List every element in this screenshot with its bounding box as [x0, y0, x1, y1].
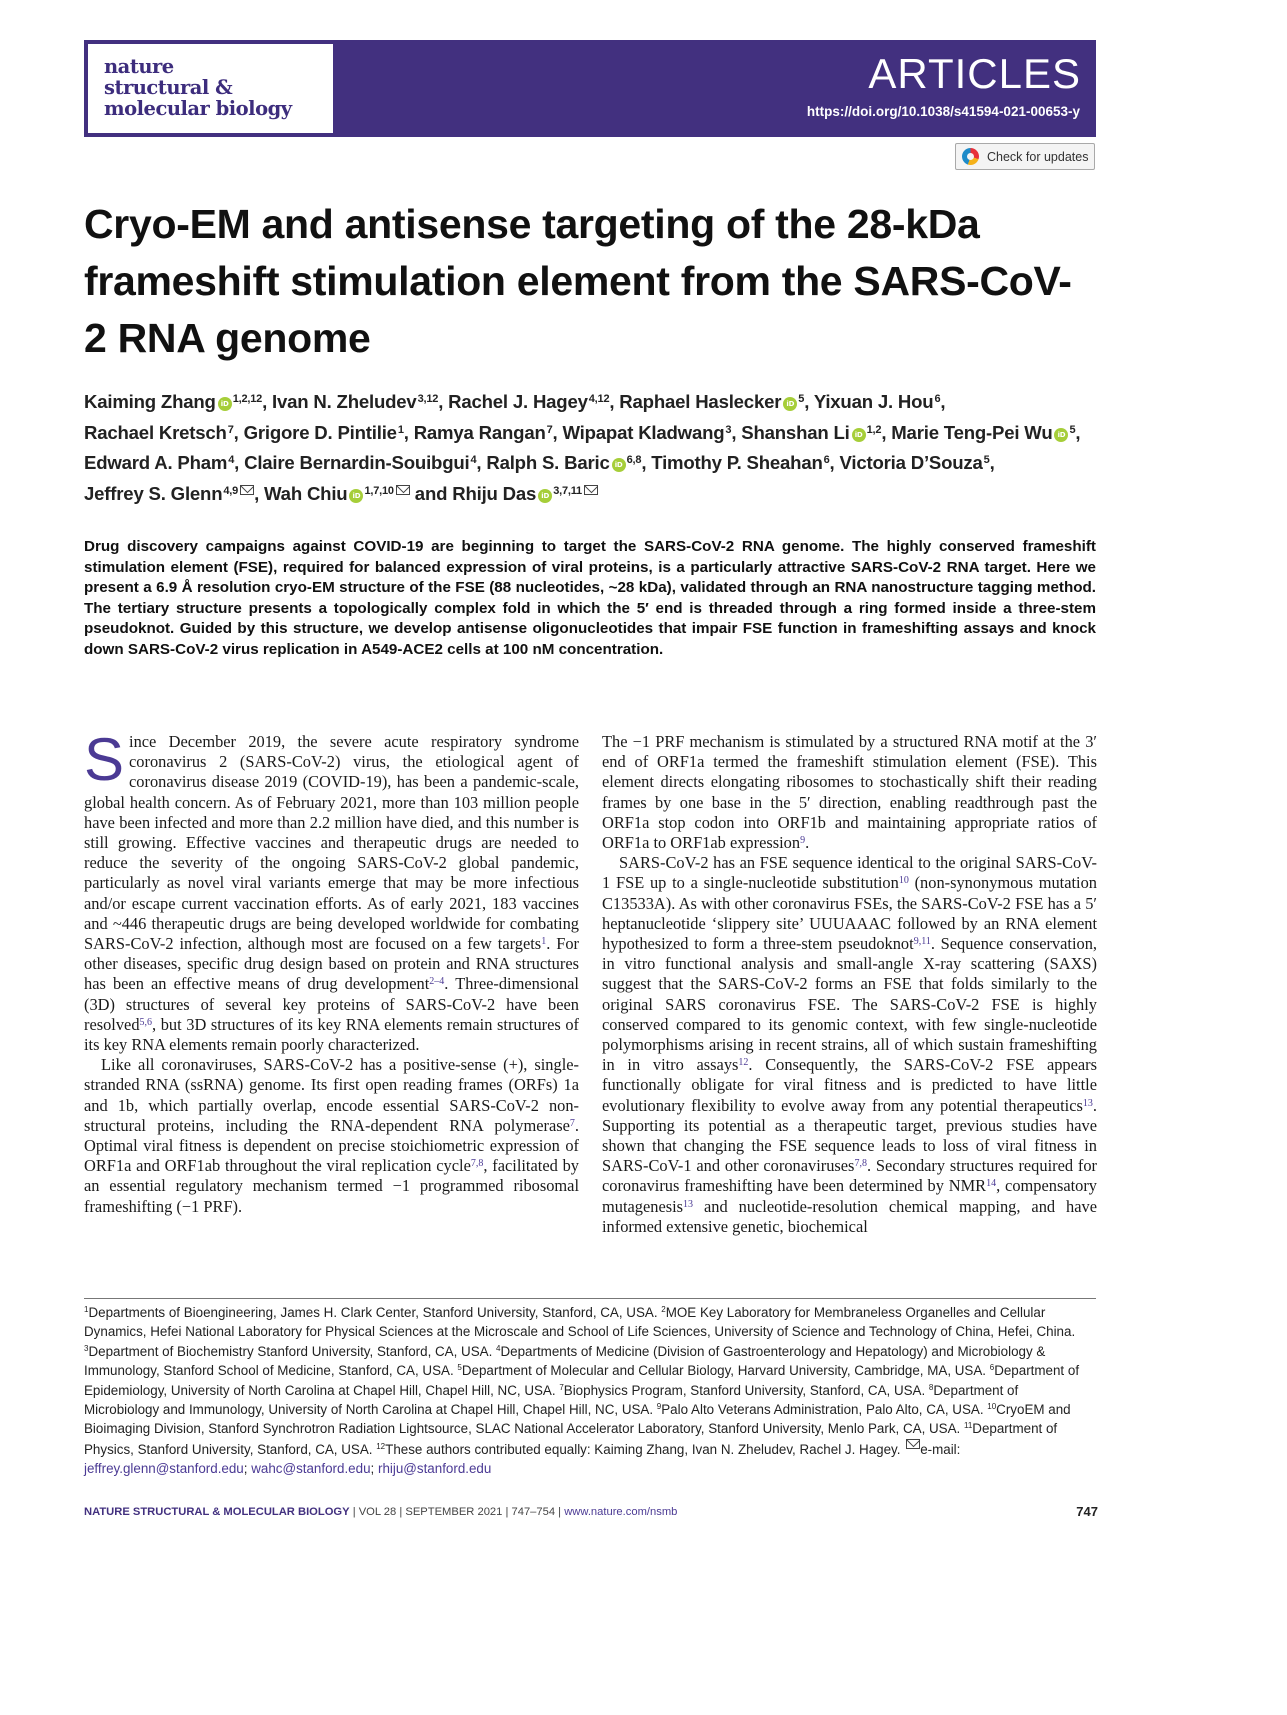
author-name[interactable]: Marie Teng-Pei Wu	[891, 421, 1053, 443]
journal-logo-text	[104, 56, 292, 119]
body-paragraph	[84, 726, 579, 1055]
author-name[interactable]: Yixuan J. Hou	[813, 391, 934, 412]
author[interactable]	[244, 452, 476, 473]
affiliation-number: 12	[376, 1441, 386, 1451]
author-affiliation-marker: 7	[227, 423, 234, 436]
body-text: . Secondary structures required for coronavirus frameshifting have been determined by NMR	[602, 1156, 1097, 1196]
author-name[interactable]: Rachel J. Hagey	[448, 391, 588, 412]
body-text: , but 3D structures of its key RNA elements remain structures of its key RNA elements remain poorly characterized.	[84, 1014, 579, 1055]
author[interactable]	[891, 422, 1075, 443]
affiliation-text: Biophysics Program, Stanford University, Stanford, CA, USA.	[563, 1382, 929, 1398]
author[interactable]	[452, 483, 598, 504]
author-separator: ,	[476, 452, 487, 473]
drop-cap: S	[84, 726, 125, 793]
author-separator: ,	[552, 421, 563, 443]
author-name[interactable]: Claire Bernardin-Souibgui	[244, 452, 470, 473]
author[interactable]	[619, 391, 804, 412]
author-affiliation-marker: 4,12	[588, 393, 610, 405]
email-icon[interactable]	[584, 485, 598, 495]
author[interactable]	[448, 391, 609, 412]
author-separator: ,	[731, 421, 742, 443]
email-icon[interactable]	[240, 485, 254, 495]
citation-ref[interactable]: 5,6	[139, 1016, 153, 1028]
author-affiliation-marker: 6	[823, 454, 830, 466]
author[interactable]	[814, 391, 941, 412]
affiliation-text: Departments of Medicine (Division of Gastroenterology and Hepatology) and Microbiology & Immunology, Stanford School of Medicine, Stanford, CA, USA.	[84, 1343, 1046, 1379]
orcid-icon[interactable]: iD	[612, 458, 626, 472]
author-affiliation-marker: 6	[934, 393, 941, 405]
citation-ref[interactable]: 10	[898, 875, 909, 887]
author[interactable]	[264, 483, 410, 504]
citation-ref[interactable]: 9,11	[913, 936, 931, 948]
body-text: (non-synonymous mutation C13533A). As with other coronavirus FSEs, the SARS-CoV-2 FSE has a 5′ heptanucleotide ‘slippery site’ UUUAAAC followed by an RNA element hypothesized to form a three-stem pseudoknot	[602, 873, 1098, 954]
author[interactable]	[84, 483, 254, 504]
affiliation-text: Department of Epidemiology, University of North Carolina at Chapel Hill, Chapel Hill, NC, USA.	[84, 1363, 1080, 1398]
article-title: Cryo-EM and antisense targeting of the 28-kDa frameshift stimulation element from the SARS-CoV-2 RNA genome	[84, 201, 1072, 361]
logo-line-2: structural &	[104, 76, 233, 99]
author[interactable]	[414, 422, 553, 443]
footer-pages: 747–754	[511, 1506, 556, 1518]
author-name[interactable]: Ramya Rangan	[413, 421, 546, 443]
check-for-updates-button[interactable]	[955, 143, 1095, 170]
author-name[interactable]: Rhiju Das	[452, 482, 537, 504]
body-text: ince December 2019, the severe acute respiratory syndrome coronavirus 2 (SARS-CoV-2) virus, the etiological agent of coronavirus disease 2019 (COVID-19), has been a pandemic-scale, global health concern. As of February 2021, more than 103 million people have been infected and more than 2.2 million have died, and this number is still growing. Effective vaccines and therapeutic drugs are needed to reduce the severity of the ongoing SARS-CoV-2 global pandemic, particularly as novel viral variants emerge that may be more infectious and/or escape current vaccination efforts. As of early 2021, 183 vaccines and ~446 therapeutic drugs are being developed worldwide for combating SARS-CoV-2 infection, although most are focused on a few targets	[84, 732, 579, 954]
email-icon[interactable]	[396, 485, 410, 495]
affiliation-number: 4	[496, 1343, 501, 1353]
body-text: SARS-CoV-2 has an FSE sequence identical to the original SARS-CoV-1 FSE up to a single-nucleotide substitution	[602, 853, 1097, 893]
author-separator: ,	[234, 452, 245, 473]
author-name[interactable]: Edward A. Pham	[84, 452, 228, 473]
section-label: ARTICLES	[868, 50, 1081, 97]
body-text: and nucleotide-resolution chemical mapping, and have informed extensive genetic, biochemical	[602, 1196, 1097, 1236]
footer-journal: NATURE STRUCTURAL & MOLECULAR BIOLOGY	[84, 1506, 350, 1518]
citation-ref[interactable]: 13	[683, 1198, 694, 1210]
body-paragraph	[602, 853, 1097, 1237]
footer-journal-link[interactable]: www.nature.com/nsmb	[564, 1506, 678, 1518]
check-for-updates-label: Check for updates	[987, 149, 1089, 164]
email-label: e-mail:	[920, 1441, 961, 1457]
author-affiliation-marker: 5	[798, 393, 805, 405]
body-text: . Consequently, the SARS-CoV-2 FSE appears functionally obligate for viral fitness and is predicted to have little evolutionary flexibility to evolve away from any potential therapeutics	[602, 1055, 1097, 1115]
body-text: .	[805, 833, 810, 853]
footer-date: SEPTEMBER 2021	[405, 1506, 503, 1518]
email-link[interactable]: rhiju@stanford.edu	[377, 1461, 492, 1477]
affiliation-text: Department of Physics, Stanford University, Stanford, CA, USA.	[84, 1421, 1058, 1457]
affiliation-number: 10	[987, 1402, 997, 1412]
citation-ref[interactable]: 9	[800, 835, 806, 847]
author-name[interactable]: Raphael Haslecker	[619, 391, 782, 412]
body-text: . Optimal viral fitness is dependent on precise stoichiometric expression of ORF1a and ORF1ab throughout the viral replication cycle	[84, 1115, 579, 1176]
footer-volume: VOL 28	[358, 1506, 397, 1518]
author-affiliation-marker: 5	[1069, 423, 1076, 436]
body-text: . Three-dimensional (3D) structures of several key proteins of SARS-CoV-2 have been resolved	[84, 974, 579, 1034]
author-separator: ,	[1075, 421, 1081, 443]
author-separator: ,	[403, 421, 414, 443]
citation-ref[interactable]: 7	[569, 1117, 575, 1129]
citation-ref[interactable]: 1	[541, 936, 547, 948]
affiliation-text: MOE Key Laboratory for Membraneless Organelles and Cellular Dynamics, Hefei National Laboratory for Physical Sciences at the Microscale and School of Life Sciences, University of Science and Technology of China, Hefei, China.	[84, 1305, 1076, 1340]
author-name[interactable]: Ivan N. Zheludev	[272, 391, 417, 412]
author-affiliation-marker: 4	[228, 454, 235, 466]
author-affiliation-marker: 1,2	[866, 423, 882, 436]
author-affiliation-marker: 1	[397, 423, 404, 436]
author[interactable]	[84, 391, 262, 412]
author-affiliation-marker: 6,8	[626, 454, 642, 466]
affiliation-text: Palo Alto Veterans Administration, Palo Alto, CA, USA.	[661, 1402, 988, 1418]
author-affiliation-marker: 7	[546, 423, 553, 436]
author[interactable]	[486, 452, 641, 473]
affiliation-number: 5	[457, 1363, 462, 1373]
body-text: The −1 PRF mechanism is stimulated by a structured RNA motif at the 3′ end of ORF1a termed the frameshift stimulation element (FSE). This element directs elongating ribosomes to stochastically shift their reading frames by one base in the 5′ direction, enabling readthrough past the ORF1a stop codon into ORF1b and maintaining appropriate ratios of ORF1a to ORF1ab expression	[602, 732, 1097, 853]
affiliation-text: Department of Microbiology and Immunology, University of North Carolina at Chapel Hill, Chapel Hill, NC, USA.	[84, 1382, 1019, 1418]
author-affiliation-marker: 4,9	[223, 484, 239, 497]
body-text: . Sequence conservation, in vitro functional analysis and small-angle X-ray scattering (SAXS) suggest that the SARS-CoV-2 forms an FSE that folds similarly to the original SARS coronavirus FSE. The SARS-CoV-2 FSE is highly conserved compared to its genomic context, with few single-nucleotide polymorphisms arising in recent strains, all of which sustain frameshifting in in vitro assays	[602, 934, 1097, 1075]
citation-ref[interactable]: 13	[1082, 1097, 1093, 1109]
citation-ref[interactable]: 12	[738, 1057, 749, 1069]
affiliation-number: 8	[928, 1382, 934, 1392]
affiliation-text: Department of Biochemistry Stanford University, Stanford, CA, USA.	[88, 1343, 497, 1359]
orcid-icon[interactable]: iD	[538, 489, 552, 503]
author-affiliation-marker: 1,2,12	[232, 393, 263, 405]
logo-line-3: molecular biology	[104, 97, 292, 120]
page-footer	[84, 1506, 1096, 1518]
author[interactable]	[84, 452, 234, 473]
footer-sep: |	[396, 1506, 406, 1518]
body-text: , facilitated by an essential regulatory mechanism termed −1 programmed ribosomal frameshifting (−1 PRF).	[84, 1156, 579, 1216]
affiliation-text: Department of Molecular and Cellular Biology, Harvard University, Cambridge, MA, USA.	[461, 1363, 990, 1379]
author-list	[84, 387, 1096, 509]
footer-sep: |	[349, 1506, 359, 1518]
author-separator: ,	[262, 391, 273, 412]
footer-sep: |	[555, 1506, 565, 1518]
author-separator: ,	[438, 391, 449, 412]
author-affiliation-marker: 3,12	[417, 393, 439, 405]
affiliations	[84, 1303, 1096, 1479]
doi-link[interactable]: https://doi.org/10.1038/s41594-021-00653-y	[806, 104, 1080, 119]
footer-sep: |	[502, 1506, 512, 1518]
logo-line-1: nature	[104, 55, 174, 78]
orcid-icon[interactable]: iD	[218, 397, 232, 411]
affiliation-text: Departments of Bioengineering, James H. Clark Center, Stanford University, Stanford, CA, USA.	[88, 1305, 662, 1320]
author-name[interactable]: Shanshan Li	[741, 421, 850, 443]
author[interactable]	[651, 452, 829, 473]
abstract: Drug discovery campaigns against COVID-19 are beginning to target the SARS-CoV-2 RNA genome. The highly conserved frameshift stimulation element (FSE), required for balanced expression of viral proteins, is a particularly attractive SARS-CoV-2 RNA target. Here we present a 6.9 Å resolution cryo-EM structure of the FSE (88 nucleotides, ~28 kDa), validated through an RNA nanostructure tagging method. The tertiary structure presents a topologically complex fold in which the 5′ end is threaded through a ring formed inside a three-stem pseudoknot. Guided by this structure, we develop antisense oligonucleotides that impair FSE function in frameshifting assays and knock down SARS-CoV-2 virus replication in A549-ACE2 cells at 100 nM concentration.	[84, 538, 1096, 658]
author-name[interactable]: Victoria D’Souza	[839, 452, 983, 473]
citation-ref[interactable]: 14	[986, 1178, 997, 1190]
author-name[interactable]: Timothy P. Sheahan	[651, 452, 823, 473]
footnote-divider	[84, 1298, 1096, 1299]
author-affiliation-marker: 4	[470, 454, 477, 466]
email-link[interactable]: jeffrey.glenn@stanford.edu	[84, 1461, 244, 1477]
citation-ref[interactable]: 7,8	[470, 1158, 484, 1170]
affiliation-text: CryoEM and Bioimaging Division, Stanford Synchrotron Radiation Lightsource, SLAC National Accelerator Laboratory, Stanford University, Menlo Park, CA, USA.	[84, 1402, 1071, 1437]
body-paragraph	[602, 732, 1097, 853]
author[interactable]	[741, 422, 881, 443]
author-affiliation-marker: 1,7,10	[364, 484, 394, 497]
citation-ref[interactable]: 7,8	[854, 1158, 867, 1170]
affiliation-number: 6	[989, 1363, 995, 1373]
author-name[interactable]: Kaiming Zhang	[84, 391, 216, 412]
author[interactable]	[839, 452, 989, 473]
body-text: . Supporting its potential as a therapeutic target, previous studies have shown that changing the FSE sequence leads to loss of viral fitness in SARS-CoV-1 and other coronaviruses	[602, 1095, 1097, 1176]
affiliation-number: 3	[84, 1343, 89, 1353]
author-name[interactable]: Wah Chiu	[264, 482, 348, 504]
body-text: . For other diseases, specific drug design based on protein and RNA structures has been an effective means of drug development	[84, 934, 579, 994]
body-column-left	[84, 726, 579, 1217]
author-name[interactable]: Grigore D. Pintilie	[243, 421, 397, 443]
email-separator: ;	[243, 1461, 252, 1477]
affiliation-text: These authors contributed equally: Kaiming Zhang, Ivan N. Zheludev, Rachel J. Hagey.	[385, 1441, 905, 1457]
author-separator: ,	[641, 452, 652, 473]
affiliation-number: 2	[661, 1305, 666, 1314]
body-text: , compensatory mutagenesis	[602, 1176, 1097, 1216]
author[interactable]	[244, 422, 404, 443]
orcid-icon[interactable]: iD	[1054, 428, 1068, 442]
orcid-icon[interactable]: iD	[349, 489, 363, 503]
body-paragraph	[84, 1055, 579, 1217]
author-name[interactable]: Jeffrey S. Glenn	[84, 482, 223, 504]
page-number: 747	[1076, 1504, 1098, 1519]
author-separator: and	[409, 482, 453, 504]
author-name[interactable]: Rachael Kretsch	[84, 421, 227, 443]
author-separator: ,	[804, 391, 814, 412]
orcid-icon[interactable]: iD	[852, 428, 866, 442]
affiliation-number: 1	[84, 1305, 89, 1314]
author-affiliation-marker: 5	[983, 454, 990, 466]
citation-ref[interactable]: 2–4	[429, 976, 445, 988]
email-separator: ;	[370, 1461, 378, 1477]
author[interactable]	[562, 422, 731, 443]
author-separator: ,	[989, 452, 995, 473]
email-icon	[906, 1439, 920, 1449]
body-column-right	[602, 732, 1097, 1237]
affiliation-number: 11	[963, 1421, 973, 1431]
author-separator: ,	[233, 421, 244, 443]
affiliation-number: 9	[656, 1402, 662, 1412]
author-separator: ,	[829, 452, 840, 473]
author-name[interactable]: Wipapat Kladwang	[562, 421, 725, 443]
body-text: Like all coronaviruses, SARS-CoV-2 has a positive-sense (+), single-stranded RNA (ssRNA) genome. Its first open reading frames (ORFs) 1a and 1b, which partially overlap, encode essential SARS-CoV-2 non-structural proteins, including the RNA-dependent RNA polymerase	[84, 1055, 579, 1135]
author-affiliation-marker: 3	[725, 423, 732, 436]
author-separator: ,	[940, 391, 946, 412]
affiliation-number: 7	[559, 1382, 564, 1392]
author-separator: ,	[881, 421, 892, 443]
author-name[interactable]: Ralph S. Baric	[486, 452, 610, 473]
author-separator: ,	[609, 391, 620, 412]
author[interactable]	[84, 422, 234, 443]
orcid-icon[interactable]: iD	[783, 397, 797, 411]
crossmark-icon	[962, 148, 979, 165]
author-affiliation-marker: 3,7,11	[553, 484, 582, 497]
email-link[interactable]: wahc@stanford.edu	[251, 1461, 371, 1477]
author[interactable]	[272, 391, 438, 412]
author-separator: ,	[254, 482, 265, 504]
